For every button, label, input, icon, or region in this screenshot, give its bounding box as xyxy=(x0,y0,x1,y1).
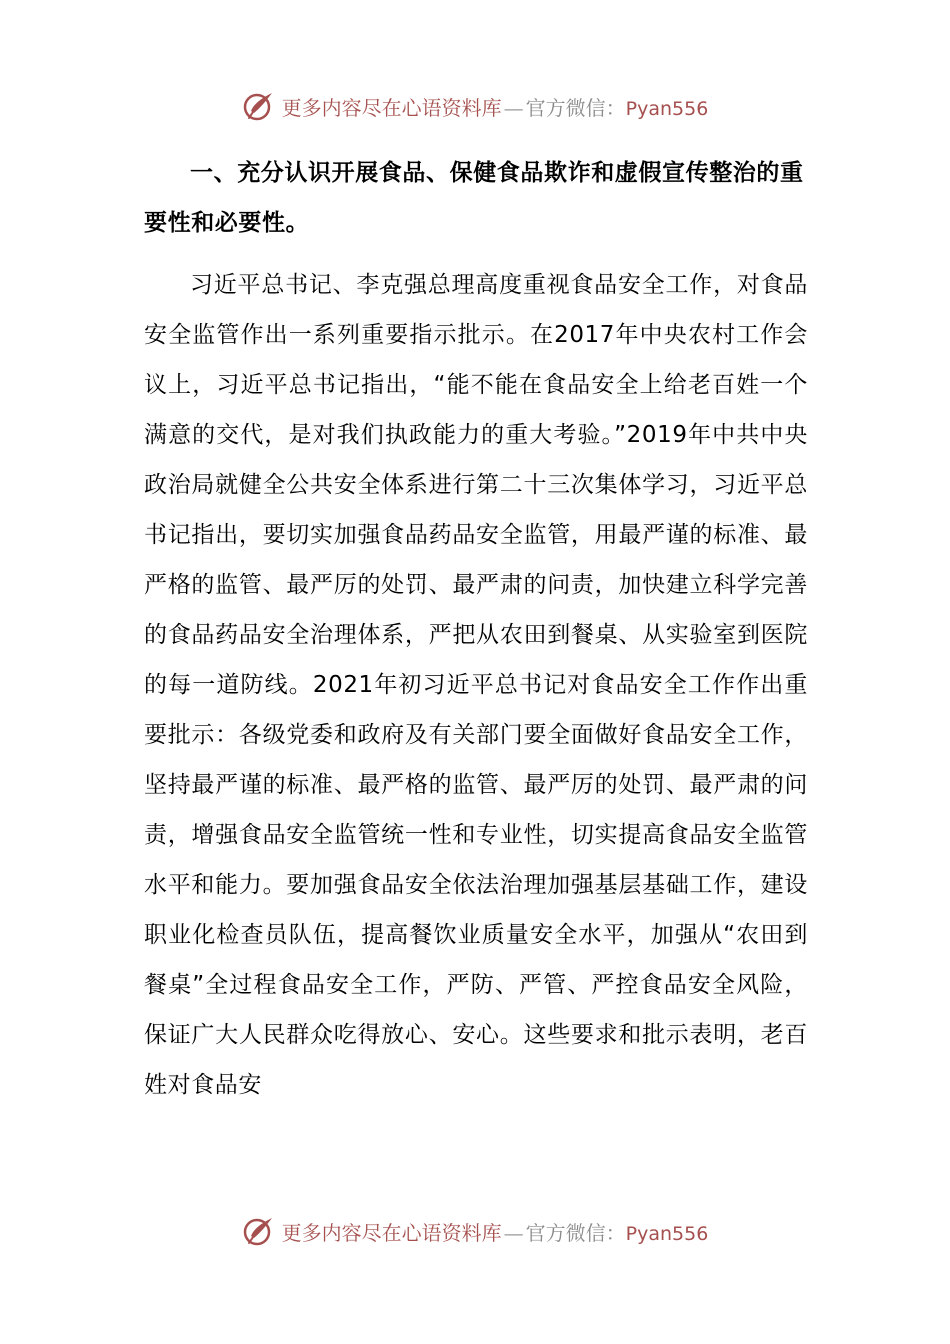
watermark-text xyxy=(282,1217,709,1246)
document-body xyxy=(144,148,808,1110)
watermark-wechat-id: Pyan556 xyxy=(625,1222,709,1245)
section-heading: 一、充分认识开展食品、保健食品欺诈和虚假宣传整治的重要性和必要性。 xyxy=(144,160,804,236)
watermark-wechat-id: Pyan556 xyxy=(625,97,709,120)
watermark-site-text: 更多内容尽在心语资料库 xyxy=(281,95,502,120)
watermark-official-label: 官方微信： xyxy=(525,1220,626,1245)
watermark-official-label: 官方微信： xyxy=(525,95,626,120)
header-watermark xyxy=(0,86,950,126)
watermark-text xyxy=(282,92,709,121)
quill-logo-icon xyxy=(242,89,276,123)
quill-logo-icon xyxy=(242,1214,276,1248)
footer-watermark xyxy=(0,1211,950,1251)
watermark-dash: — xyxy=(503,1220,524,1245)
watermark-dash: — xyxy=(503,95,524,120)
body-paragraph: 习近平总书记、李克强总理高度重视食品安全工作，对食品安全监管作出一系列重要指示批示。在2017年中央农村工作会议上，习近平总书记指出，“能不能在食品安全上给老百姓一个满意的交代，是对我们执政能力的重大考验。”2019年中共中央政治局就健全公共安全体系进行第二十三次集体学习，习近平总书记指出，要切实加强食品药品安全监管，用最严谨的标准、最严格的监管、最严厉的处罚、最严肃的问责，加快建立科学完善的食品药品安全治理体系，严把从农田到餐桌、从实验室到医院的每一道防线。2021年初习近平总书记对食品安全工作作出重要批示：各级党委和政府及有关部门要全面做好食品安全工作，坚持最严谨的标准、最严格的监管、最严厉的处罚、最严肃的问责，增强食品安全监管统一性和专业性，切实提高食品安全监管水平和能力。要加强食品安全依法治理加强基层基础工作，建设职业化检查员队伍，提高餐饮业质量安全水平，加强从“农田到餐桌”全过程食品安全工作，严防、严管、严控食品安全风险，保证广大人民群众吃得放心、安心。这些要求和批示表明，老百姓对食品安 xyxy=(144,272,808,1098)
watermark-site-text: 更多内容尽在心语资料库 xyxy=(281,1220,502,1245)
